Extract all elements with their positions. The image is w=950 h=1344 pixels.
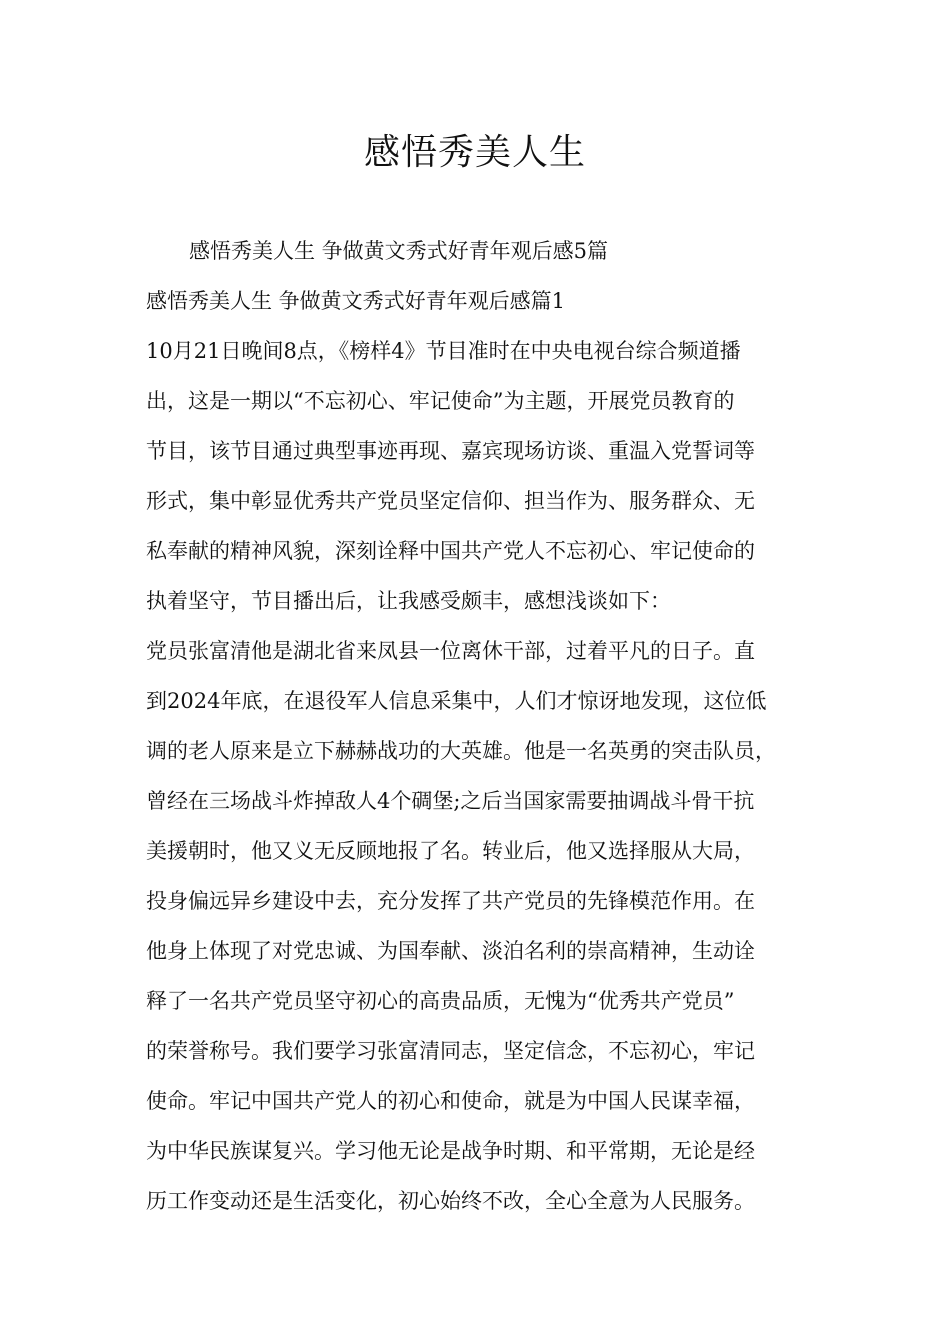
text-line: 美援朝时，他又义无反顾地报了名。转业后，他又选择服从大局， [146,839,755,863]
text-line: 曾经在三场战斗炸掉敌人4个碉堡;之后当国家需要抽调战斗骨干抗 [146,789,755,813]
body-text [146,336,826,1236]
article-heading: 感悟秀美人生 争做黄文秀式好青年观后感篇1 [146,289,566,313]
text-line: 投身偏远异乡建设中去，充分发挥了共产党员的先锋模范作用。在 [146,889,755,913]
text-line: 的荣誉称号。我们要学习张富清同志，坚定信念，不忘初心，牢记 [146,1039,755,1063]
document-title: 感悟秀美人生 [363,132,586,173]
text-line: 出，这是一期以“不忘初心、牢记使命”为主题，开展党员教育的 [146,389,735,413]
text-line: 历工作变动还是生活变化，初心始终不改，全心全意为人民服务。 [146,1189,755,1213]
text-line: 党员张富清他是湖北省来凤县一位离休干部，过着平凡的日子。直 [146,639,755,663]
text-line: 执着坚守，节目播出后，让我感受颇丰，感想浅谈如下： [146,589,671,613]
text-line: 私奉献的精神风貌，深刻诠释中国共产党人不忘初心、牢记使命的 [146,539,755,563]
text-line: 形式，集中彰显优秀共产党员坚定信仰、担当作为、服务群众、无 [146,489,755,513]
text-line: 10月21日晚间8点，《榜样4》节目准时在中央电视台综合频道播 [146,339,741,363]
text-line: 使命。牢记中国共产党人的初心和使命，就是为中国人民谋幸福， [146,1089,755,1113]
text-line: 他身上体现了对党忠诚、为国奉献、淡泊名利的崇高精神，生动诠 [146,939,755,963]
text-line: 调的老人原来是立下赫赫战功的大英雄。他是一名英勇的突击队员， [146,739,776,763]
text-line: 释了一名共产党员坚守初心的高贵品质，无愧为“优秀共产党员” [146,989,735,1013]
text-line: 为中华民族谋复兴。学习他无论是战争时期、和平常期，无论是经 [146,1139,755,1163]
document-subheading: 感悟秀美人生 争做黄文秀式好青年观后感5篇 [189,239,609,263]
text-line: 节目，该节目通过典型事迹再现、嘉宾现场访谈、重温入党誓词等 [146,439,755,463]
text-line: 到2024年底，在退役军人信息采集中，人们才惊讶地发现，这位低 [146,689,767,713]
